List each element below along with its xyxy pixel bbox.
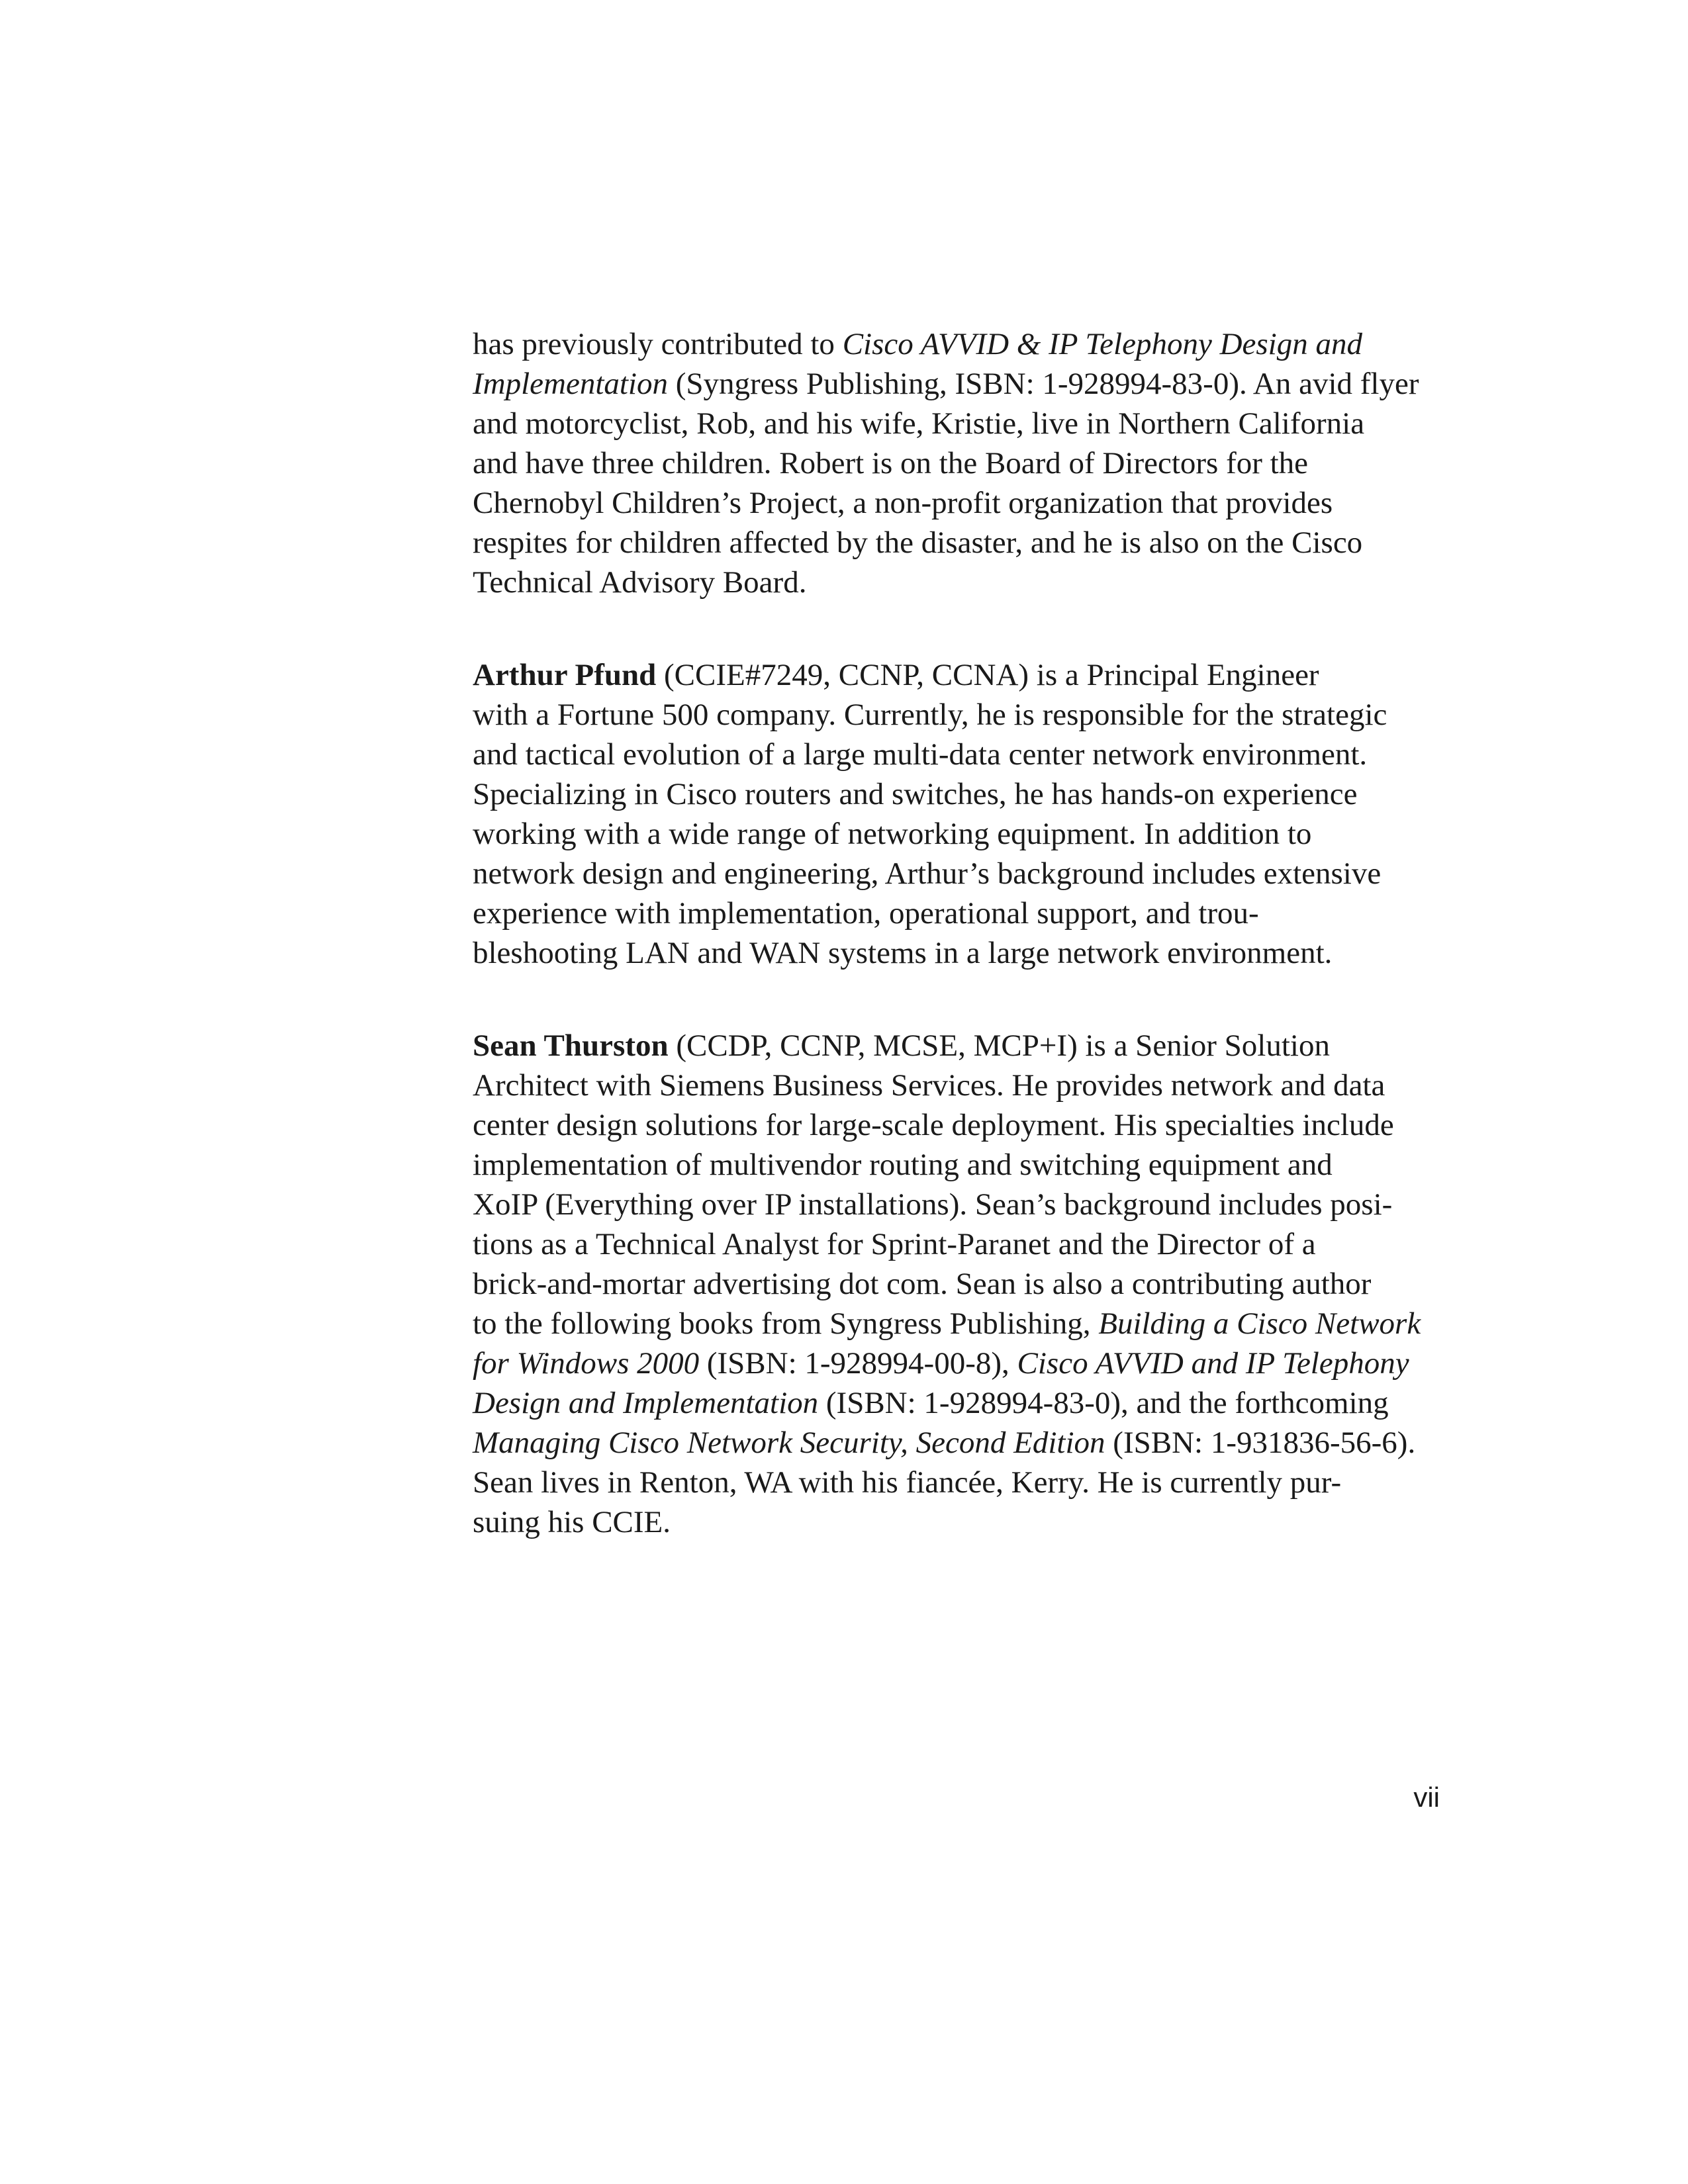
text-line (473, 1066, 1439, 1105)
text-run: Chernobyl Children’s Project, a non-profit organization that provides (473, 486, 1333, 520)
text-line (473, 1304, 1439, 1343)
bio-paragraph-sean-thurston (473, 1026, 1439, 1542)
text-line (473, 1383, 1439, 1423)
text-line (473, 1463, 1439, 1502)
book-title: Managing Cisco Network Security, Second Edition (473, 1426, 1105, 1460)
text-run: suing his CCIE. (473, 1505, 671, 1539)
book-title: Building a Cisco Network (1098, 1306, 1421, 1341)
text-line (473, 523, 1439, 563)
text-line (473, 1502, 1439, 1542)
book-title: Design and Implementation (473, 1386, 819, 1420)
text-line (473, 483, 1439, 523)
book-title: Implementation (473, 367, 668, 401)
page-number: vii (1413, 1782, 1440, 1813)
text-run: respites for children affected by the disaster, and he is also on the Cisco (473, 525, 1363, 560)
text-line (473, 893, 1439, 933)
text-line (473, 695, 1439, 735)
text-line (473, 1224, 1439, 1264)
text-run: (CCDP, CCNP, MCSE, MCP+I) is a Senior Solution (668, 1028, 1330, 1063)
text-run: center design solutions for large-scale deployment. His specialties include (473, 1108, 1394, 1142)
text-line (473, 933, 1439, 973)
bio-paragraph-rob (473, 324, 1439, 602)
text-line (473, 324, 1439, 364)
contributor-bios (473, 324, 1439, 1542)
text-run: (ISBN: 1-928994-83-0), and the forthcoming (818, 1386, 1389, 1420)
text-run: and motorcyclist, Rob, and his wife, Kristie, live in Northern California (473, 406, 1365, 441)
book-title: Cisco AVVID and IP Telephony (1017, 1346, 1409, 1381)
text-line (473, 854, 1439, 893)
text-line (473, 364, 1439, 404)
contributor-name: Sean Thurston (473, 1028, 669, 1063)
text-run: and have three children. Robert is on the Board of Directors for the (473, 446, 1309, 480)
text-line (473, 1343, 1439, 1383)
text-line (473, 814, 1439, 854)
contributor-name: Arthur Pfund (473, 658, 657, 692)
text-line (473, 1264, 1439, 1304)
text-run: has previously contributed to (473, 327, 843, 361)
text-run: tions as a Technical Analyst for Sprint-Paranet and the Director of a (473, 1227, 1316, 1261)
book-title: for Windows 2000 (473, 1346, 700, 1381)
text-line (473, 1026, 1439, 1066)
text-line (473, 1145, 1439, 1185)
bio-paragraph-arthur-pfund (473, 655, 1439, 973)
text-line (473, 404, 1439, 443)
text-line (473, 1105, 1439, 1145)
text-line (473, 1185, 1439, 1224)
text-run: network design and engineering, Arthur’s background includes extensive (473, 856, 1382, 891)
text-run: experience with implementation, operational support, and trou- (473, 896, 1259, 931)
text-line (473, 735, 1439, 774)
text-run: (Syngress Publishing, ISBN: 1-928994-83-0). An avid flyer (668, 367, 1419, 401)
text-run: brick-and-mortar advertising dot com. Sean is also a contributing author (473, 1267, 1372, 1301)
text-run: (ISBN: 1-928994-00-8), (699, 1346, 1017, 1381)
text-line (473, 655, 1439, 695)
text-run: and tactical evolution of a large multi-data center network environment. (473, 737, 1368, 772)
text-run: Specializing in Cisco routers and switches, he has hands-on experience (473, 777, 1358, 811)
text-run: Architect with Siemens Business Services. He provides network and data (473, 1068, 1385, 1103)
text-line (473, 774, 1439, 814)
text-run: to the following books from Syngress Publishing, (473, 1306, 1099, 1341)
text-run: implementation of multivendor routing and switching equipment and (473, 1148, 1333, 1182)
text-run: bleshooting LAN and WAN systems in a large network environment. (473, 936, 1333, 970)
book-title: Cisco AVVID & IP Telephony Design and (842, 327, 1362, 361)
text-run: (ISBN: 1-931836-56-6). (1105, 1426, 1416, 1460)
text-run: working with a wide range of networking equipment. In addition to (473, 817, 1312, 851)
text-run: Technical Advisory Board. (473, 565, 807, 600)
text-line (473, 1423, 1439, 1463)
text-line (473, 443, 1439, 483)
text-run: XoIP (Everything over IP installations). Sean’s background includes posi- (473, 1187, 1393, 1222)
text-run: Sean lives in Renton, WA with his fiancée, Kerry. He is currently pur- (473, 1465, 1342, 1500)
text-run: (CCIE#7249, CCNP, CCNA) is a Principal Engineer (656, 658, 1319, 692)
text-run: with a Fortune 500 company. Currently, he is responsible for the strategic (473, 698, 1387, 732)
text-line (473, 563, 1439, 602)
